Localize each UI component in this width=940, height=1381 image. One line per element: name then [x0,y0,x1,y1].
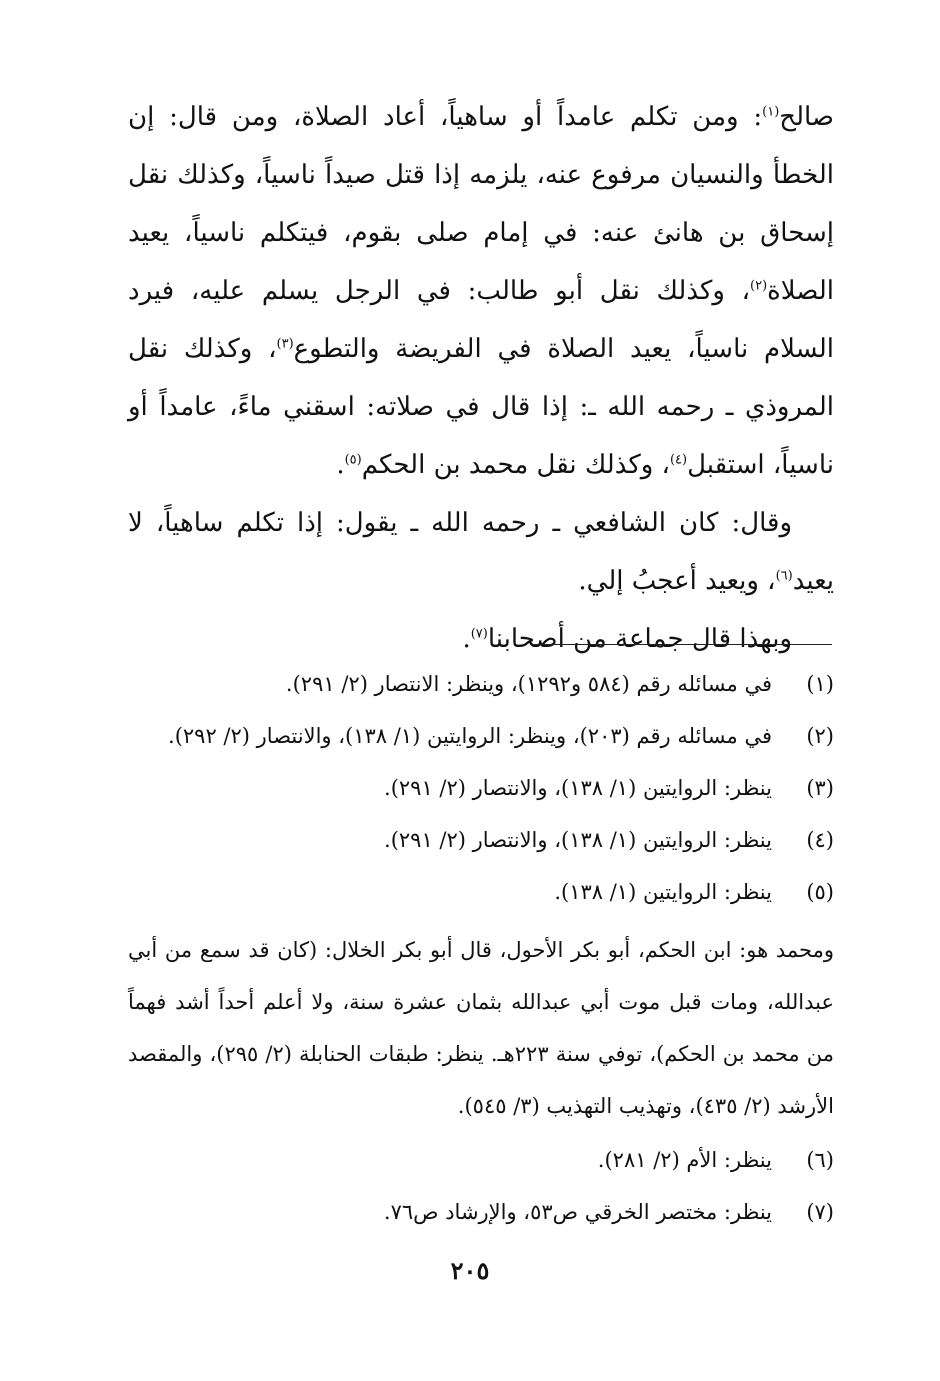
text-span: ، ويعيد أعجبُ إلي. [578,566,776,596]
text-span: : ومن تكلم عامداً أو ساهياً، أعاد الصلاة، ومن قال: إن الخطأ والنسيان مرفوع عنه، يلزمه إذا قتل صيداً ناسياً، وكذلك نقل إسحاق بن هانئ عنه: في إمام صلى بقوم، فيتكلم ناسياً، يعيد الصلاة [128,102,834,306]
footnote-number: (٤) [806,828,834,852]
footnote-item [128,1134,834,1186]
footnote-item [128,762,834,814]
page-number: ٢٠٥ [450,1256,490,1285]
footnote-text: ينظر: الروايتين (١/ ١٣٨). [554,880,772,904]
footnote-ref-7[interactable]: (٧) [470,626,488,642]
footnote-number: (٥) [806,880,834,904]
text-span: وبهذا قال جماعة من أصحابنا [487,624,792,654]
footnote-separator [533,644,832,645]
footnote-text: ينظر: مختصر الخرقي ص٥٣، والإرشاد ص٧٦. [383,1200,772,1224]
footnote-ref-5[interactable]: (٥) [344,452,362,468]
paragraph-2 [128,494,834,610]
footnote-number: (٧) [806,1200,834,1224]
text-span: ، وكذلك نقل محمد بن الحكم [361,450,670,480]
footnote-bio-note: ومحمد هو: ابن الحكم، أبو بكر الأحول، قال أبو بكر الخلال: (كان قد سمع من أبي عبدالله، ومات قبل موت أبي عبدالله بثمان عشرة سنة، ولا أعلم أحداً أشد فهماً من محمد بن الحكم)، توفي سنة ٢٢٣هـ. ينظر: طبقات الحنابلة (٢/ ٢٩٥)، والمقصد الأرشد (٢/ ٤٣٥)، وتهذيب التهذيب (٣/ ٥٤٥). [128,938,834,1118]
footnote-text: ينظر: الروايتين (١/ ١٣٨)، والانتصار (٢/ ٢٩١). [384,776,772,800]
footnote-item [128,710,834,762]
footnote-text: في مسائله رقم (٥٨٤ و١٢٩٢)، وينظر: الانتصار (٢/ ٢٩١). [285,672,772,696]
footnote-ref-2[interactable]: (٢) [750,278,768,294]
footnote-number: (٦) [806,1148,834,1172]
text-span: . [336,450,345,480]
footnote-ref-4[interactable]: (٤) [669,452,688,468]
footnote-text: في مسائله رقم (٢٠٣)، وينظر: الروايتين (١/ ١٣٨)، والانتصار (٢/ ٢٩٢). [168,724,772,748]
footnote-ref-6[interactable]: (٦) [775,568,793,584]
footnote-item [128,1186,834,1238]
text-span: . [462,624,471,654]
text-span: وقال: كان الشافعي ـ رحمه الله ـ يقول: إذا تكلم ساهياً، لا يعيد [128,508,834,596]
main-text [128,88,834,668]
footnotes [128,658,834,1238]
footnote-item [128,658,834,710]
paragraph-1 [128,88,834,494]
footnote-ref-1[interactable]: (١) [762,104,780,120]
footnote-item [128,814,834,866]
footnote-number: (١) [806,672,834,696]
footnote-number: (٣) [806,776,834,800]
text-span: صالح [779,102,834,132]
footnote-ref-3[interactable]: (٣) [276,336,294,352]
footnote-text: ينظر: الأم (٢/ ٢٨١). [597,1148,772,1172]
text-span: ، وكذلك نقل المروذي ـ رحمه الله ـ: إذا قال في صلاته: اسقني ماءً، عامداً أو ناسياً، استقبل [128,334,834,480]
footnote-item [128,866,834,918]
text-span: ، وكذلك نقل أبو طالب: في الرجل يسلم عليه، فيرد السلام ناسياً، يعيد الصلاة في الفريضة والتطوع [128,276,835,364]
footnote-text: ينظر: الروايتين (١/ ١٣٨)، والانتصار (٢/ ٢٩١). [384,828,772,852]
footnote-number: (٢) [806,724,834,748]
